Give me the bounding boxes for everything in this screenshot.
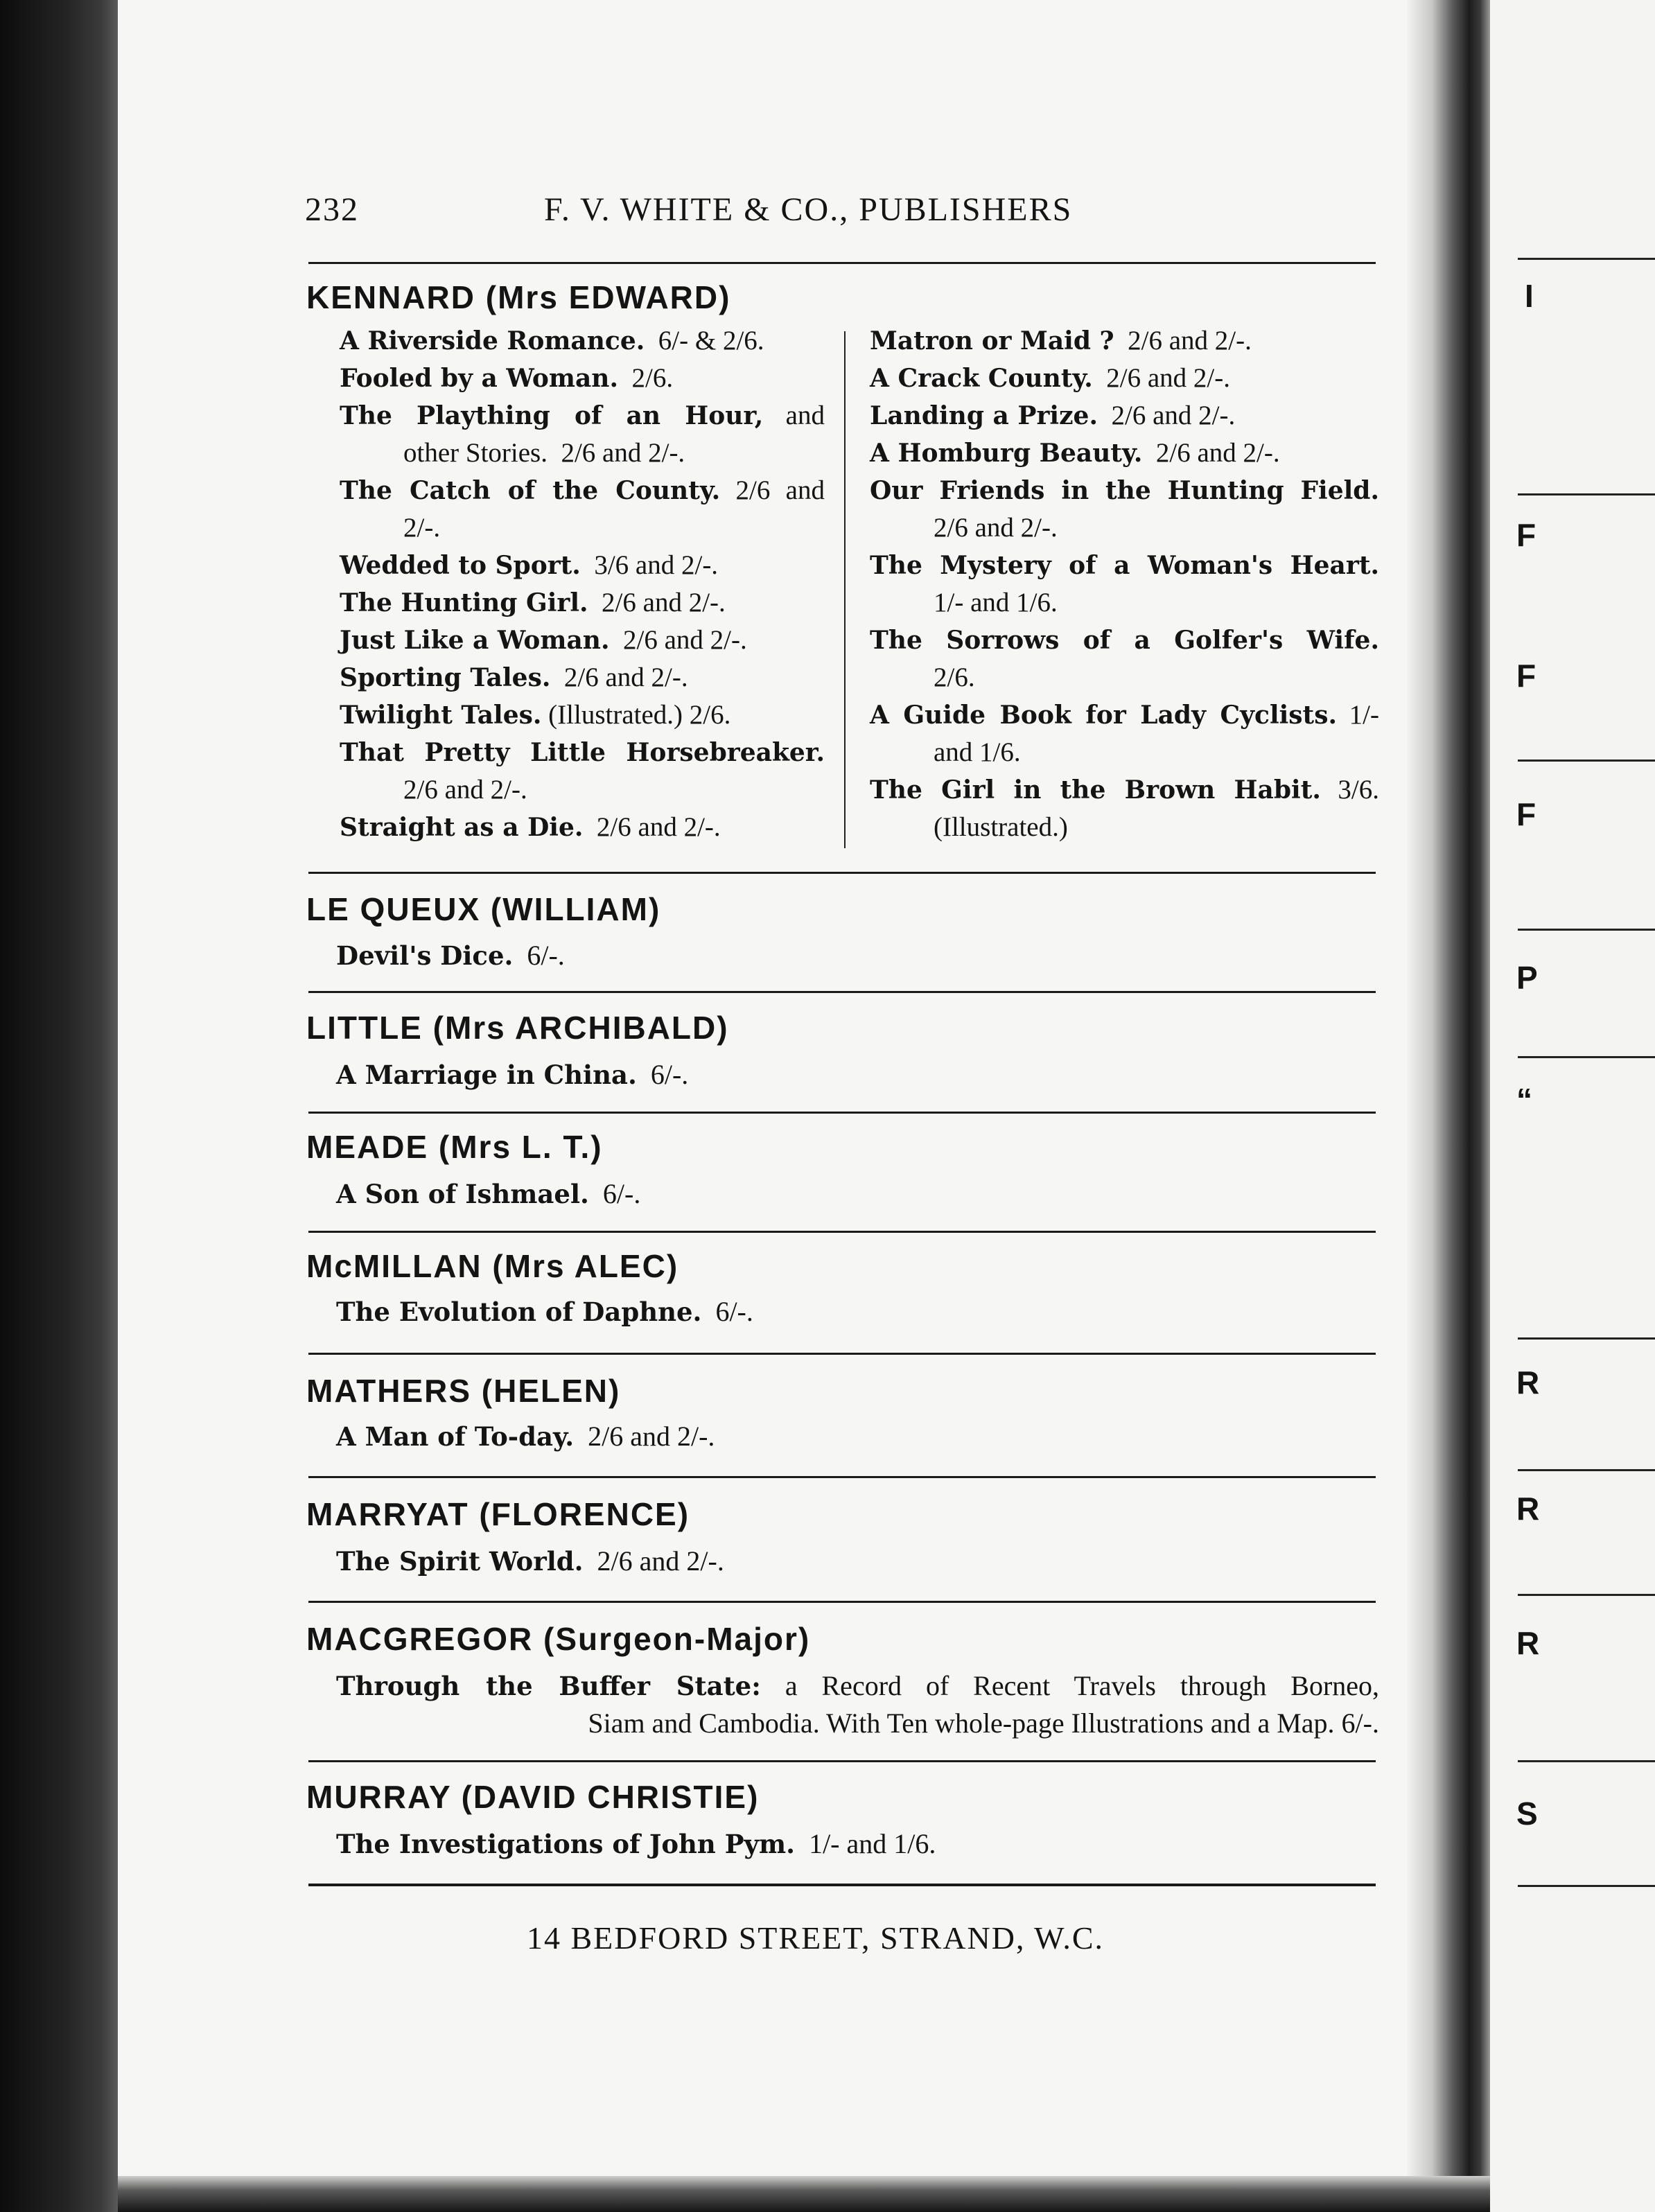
list-item: The Spirit World. 2/6 and 2/-. (336, 1545, 724, 1577)
list-item: The Catch of the County. 2/6 and 2/-. (340, 475, 825, 543)
adjacent-rule (1518, 493, 1655, 495)
list-item: Through the Buffer State: a Record of Recent Travels through Borneo, Siam and Cambodia. With Ten whole-page Illustrations and a Map. 6/-. (336, 1670, 1380, 1739)
author-little: LITTLE (Mrs ARCHIBALD) (306, 1010, 729, 1046)
list-item: The Evolution of Daphne. 6/-. (336, 1296, 753, 1327)
list-item: Landing a Prize. 2/6 and 2/-. (870, 401, 1236, 430)
list-item: Twilight Tales. (Illustrated.) 2/6. (340, 700, 731, 730)
kennard-right-column (870, 322, 1379, 846)
page-number: 232 (305, 191, 359, 228)
section-rule (308, 1353, 1376, 1355)
list-item: That Pretty Little Horsebreaker. 2/6 and 2/-. (340, 738, 825, 805)
section-rule (308, 1601, 1376, 1603)
list-item: The Hunting Girl. 2/6 and 2/-. (340, 588, 726, 617)
list-item: A Guide Book for Lady Cyclists. 1/- and 1/6. (870, 700, 1379, 767)
list-item: A Homburg Beauty. 2/6 and 2/-. (870, 438, 1280, 468)
adjacent-rule (1518, 1885, 1655, 1887)
list-item: Our Friends in the Hunting Field. 2/6 and 2/-. (870, 476, 1379, 543)
adjacent-rule (1518, 1056, 1655, 1058)
list-item: The Investigations of John Pym. 1/- and 1/6. (336, 1828, 936, 1859)
book-gutter (1407, 0, 1490, 2212)
book-left-edge (0, 0, 118, 2212)
adjacent-fragment: I (1525, 278, 1534, 314)
list-item: A Crack County. 2/6 and 2/-. (870, 363, 1230, 393)
section-rule (308, 872, 1376, 874)
list-item: Matron or Maid ? 2/6 and 2/-. (870, 326, 1252, 356)
page-header (305, 191, 1379, 239)
list-item: The Mystery of a Woman's Heart. 1/- and 1/6. (870, 551, 1379, 617)
column-divider (844, 331, 846, 848)
adjacent-rule (1518, 1337, 1655, 1340)
list-item: The Sorrows of a Golfer's Wife. 2/6. (870, 626, 1379, 692)
adjacent-rule (1518, 1594, 1655, 1596)
list-item: The Girl in the Brown Habit. 3/6. (Illustrated.) (870, 775, 1379, 842)
adjacent-rule (1518, 929, 1655, 931)
section-rule (308, 991, 1376, 993)
adjacent-fragment: P (1516, 960, 1538, 996)
adjacent-fragment: S (1516, 1796, 1538, 1832)
section-rule (308, 1884, 1376, 1886)
list-item: Devil's Dice. 6/-. (336, 940, 565, 971)
author-kennard: KENNARD (Mrs EDWARD) (306, 279, 731, 315)
adjacent-fragment: R (1516, 1364, 1540, 1401)
adjacent-fragment: F (1516, 658, 1536, 694)
list-item: Wedded to Sport. 3/6 and 2/-. (340, 550, 719, 580)
adjacent-page (1490, 0, 1655, 2212)
adjacent-rule (1518, 258, 1655, 260)
header-rule (308, 262, 1376, 264)
adjacent-rule (1518, 1760, 1655, 1762)
list-item: Sporting Tales. 2/6 and 2/-. (340, 662, 688, 692)
list-item: Fooled by a Woman. 2/6. (340, 363, 674, 393)
list-item: The Plaything of an Hour, and other Stories. 2/6 and 2/-. (340, 401, 825, 468)
adjacent-rule (1518, 1469, 1655, 1471)
list-item: A Marriage in China. 6/-. (336, 1059, 689, 1090)
adjacent-fragment: R (1516, 1491, 1540, 1527)
list-item: A Son of Ishmael. 6/-. (336, 1178, 641, 1209)
author-marryat: MARRYAT (FLORENCE) (306, 1496, 690, 1532)
author-mathers: MATHERS (HELEN) (306, 1373, 621, 1409)
section-rule (308, 1231, 1376, 1233)
section-rule (308, 1476, 1376, 1478)
list-item: A Man of To-day. 2/6 and 2/-. (336, 1421, 715, 1452)
book-bottom-edge (118, 2176, 1490, 2212)
list-item: Just Like a Woman. 2/6 and 2/-. (340, 625, 747, 655)
running-title: F. V. WHITE & CO., PUBLISHERS (544, 191, 1073, 228)
section-rule (308, 1112, 1376, 1114)
page-footer: 14 BEDFORD STREET, STRAND, W.C. (527, 1920, 1105, 1956)
adjacent-fragment: “ (1516, 1082, 1532, 1118)
list-item: A Riverside Romance. 6/- & 2/6. (340, 326, 764, 356)
author-meade: MEADE (Mrs L. T.) (306, 1129, 603, 1165)
author-le-queux: LE QUEUX (WILLIAM) (306, 891, 661, 927)
list-item: Straight as a Die. 2/6 and 2/-. (340, 812, 721, 842)
author-mcmillan: McMILLAN (Mrs ALEC) (306, 1248, 679, 1284)
adjacent-rule (1518, 760, 1655, 762)
adjacent-fragment: F (1516, 796, 1536, 832)
adjacent-fragment: R (1516, 1625, 1540, 1661)
author-macgregor: MACGREGOR (Surgeon-Major) (306, 1621, 811, 1657)
kennard-left-column (340, 322, 825, 846)
section-rule (308, 1760, 1376, 1762)
author-murray: MURRAY (DAVID CHRISTIE) (306, 1779, 760, 1815)
adjacent-fragment: F (1516, 517, 1536, 553)
